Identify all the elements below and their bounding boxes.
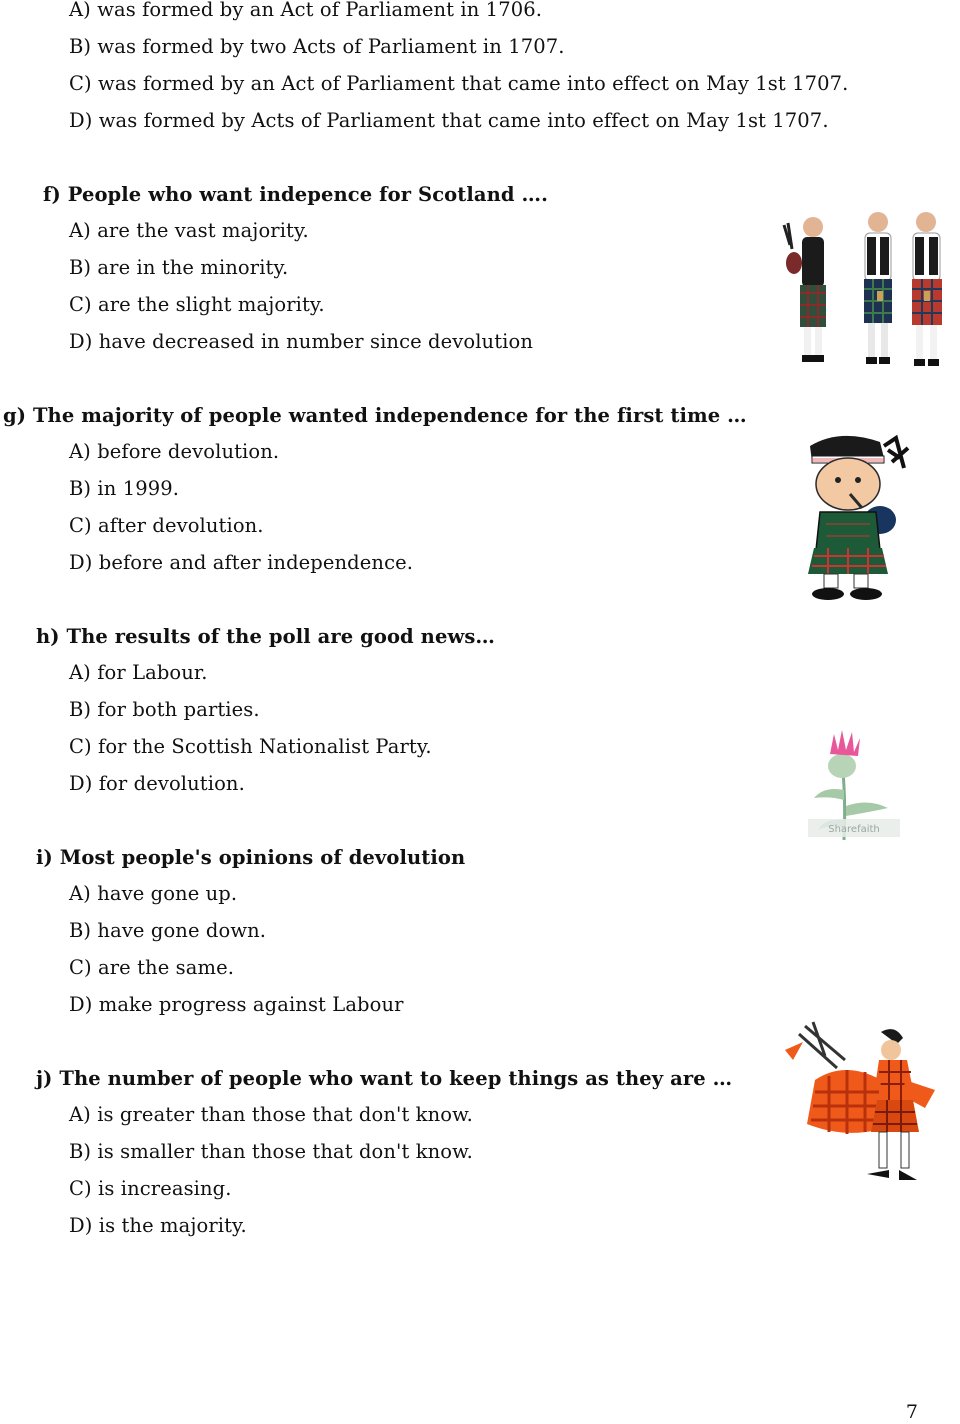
option-top-c: C) was formed by an Act of Parliament that came into effect on May 1st 1707. <box>69 72 849 95</box>
orange-piper-image <box>785 1020 935 1188</box>
three-kilted-men-image <box>780 205 960 385</box>
question-f-option-d: D) have decreased in number since devolution <box>69 330 533 353</box>
question-i-option-a: A) have gone up. <box>69 882 238 905</box>
question-i-option-d: D) make progress against Labour <box>69 993 404 1016</box>
option-top-d: D) was formed by Acts of Parliament that came into effect on May 1st 1707. <box>69 109 829 132</box>
option-top-a: A) was formed by an Act of Parliament in 1706. <box>69 0 543 21</box>
thistle-image <box>804 720 904 845</box>
option-top-b: B) was formed by two Acts of Parliament in 1707. <box>69 35 565 58</box>
question-j-option-b: B) is smaller than those that don't know. <box>69 1140 473 1163</box>
question-j-option-d: D) is the majority. <box>69 1214 247 1237</box>
question-g-option-a: A) before devolution. <box>69 440 280 463</box>
question-i-option-b: B) have gone down. <box>69 919 267 942</box>
question-g-option-b: B) in 1999. <box>69 477 180 500</box>
page-number: 7 <box>905 1401 918 1423</box>
question-i-prompt: i) Most people's opinions of devolution <box>36 846 466 869</box>
question-g-prompt: g) The majority of people wanted independence for the first time … <box>3 404 747 427</box>
question-g-option-c: C) after devolution. <box>69 514 264 537</box>
question-f-option-a: A) are the vast majority. <box>69 219 309 242</box>
cartoon-bagpiper-image <box>800 428 920 606</box>
question-j-prompt: j) The number of people who want to keep things as they are … <box>36 1067 733 1090</box>
question-f-option-b: B) are in the minority. <box>69 256 289 279</box>
question-f-option-c: C) are the slight majority. <box>69 293 325 316</box>
question-j-option-c: C) is increasing. <box>69 1177 232 1200</box>
question-i-option-c: C) are the same. <box>69 956 235 979</box>
question-g-option-d: D) before and after independence. <box>69 551 414 574</box>
question-h-option-c: C) for the Scottish Nationalist Party. <box>69 735 432 758</box>
question-h-option-d: D) for devolution. <box>69 772 245 795</box>
question-f-prompt: f) People who want indepence for Scotland …. <box>43 183 549 206</box>
question-j-option-a: A) is greater than those that don't know. <box>69 1103 473 1126</box>
thistle-watermark-text: Sharefaith <box>828 824 880 835</box>
question-h-option-b: B) for both parties. <box>69 698 260 721</box>
question-h-option-a: A) for Labour. <box>69 661 208 684</box>
question-h-prompt: h) The results of the poll are good news… <box>36 625 496 648</box>
